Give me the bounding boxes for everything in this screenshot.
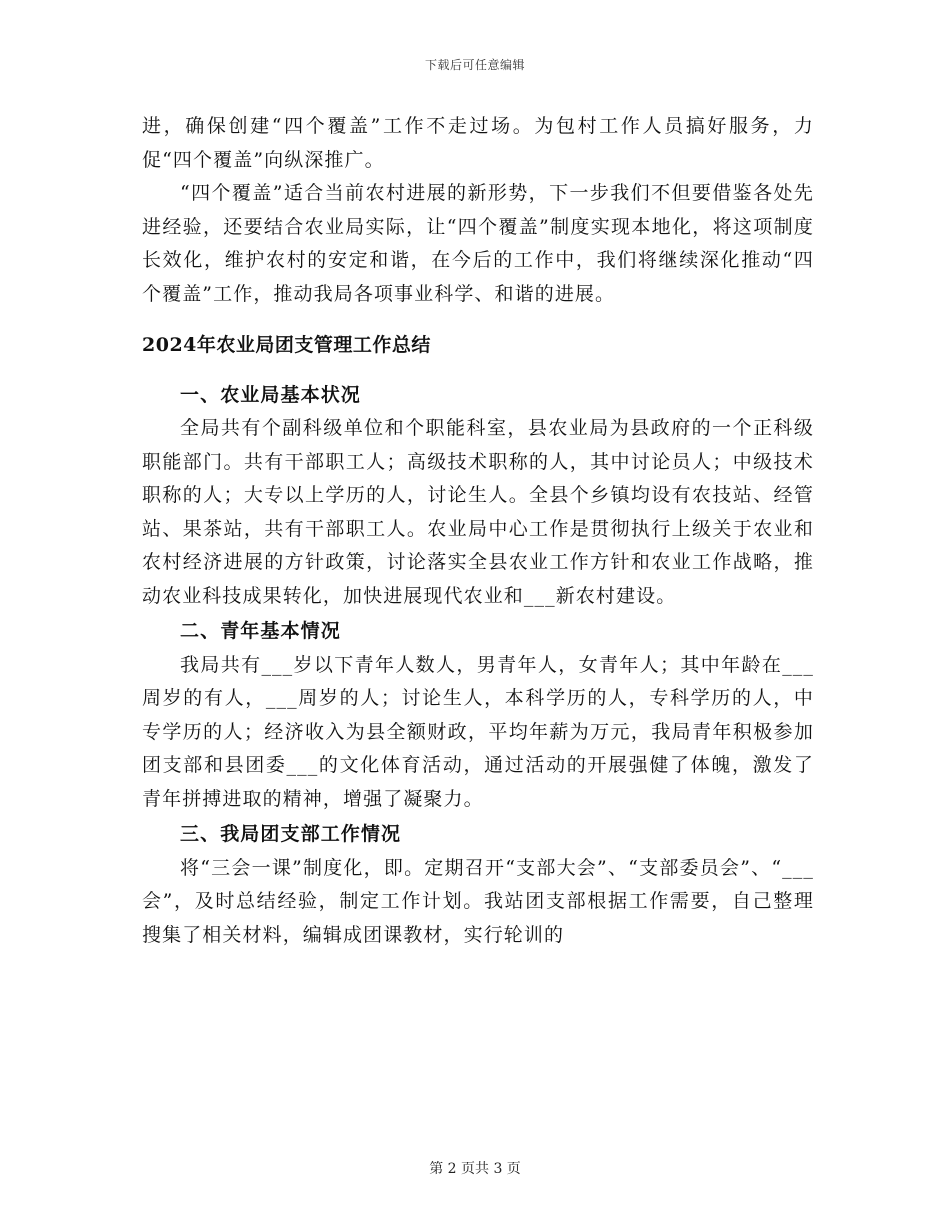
paragraph-youth-overview: 我局共有___岁以下青年人数人，男青年人，女青年人；其中年龄在___周岁的有人，___周岁的人；讨论生人，本科学历的人，专科学历的人，中专学历的人；经济收入为县全额财政，平均年薪为万元，我局青年积极参加团支部和县团委___的文化体育活动，通过活动的开展强健了体魄，激发了青年拼搏进取的精神，增强了凝聚力。 <box>142 653 814 810</box>
paragraph-league-work: 将“三会一课”制度化，即。定期召开“支部大会”、“支部委员会”、“___会”，及时总结经验，制定工作计划。我站团支部根据工作需要，自己整理搜集了相关材料，编辑成团课教材，实行轮训的 <box>142 856 814 946</box>
document-body <box>142 110 814 952</box>
section-heading-1: 一、农业局基本状况 <box>180 383 361 406</box>
page-footer: 第 2 页共 3 页 <box>429 1161 521 1177</box>
section-heading-2: 二、青年基本情况 <box>180 620 341 642</box>
paragraph-bureau-overview: 全局共有个副科级单位和个职能科室，县农业局为县政府的一个正科级职能部门。共有干部职工人；高级技术职称的人，其中讨论员人；中级技术职称的人；大专以上学历的人，讨论生人。全县个乡镇均设有农技站、经管站、果茶站，共有干部职工人。农业局中心工作是贯彻执行上级关于农业和农村经济进展的方针政策，讨论落实全县农业工作方针和农业工作战略，推动农业科技成果转化，加快进展现代农业和___新农村建设。 <box>142 417 814 607</box>
page-header: 下载后可任意编辑 <box>424 58 525 72</box>
section-heading-3: 三、我局团支部工作情况 <box>180 823 402 845</box>
document-title: 2024年农业局团支管理工作总结 <box>142 334 431 356</box>
paragraph-four-coverage: “四个覆盖”适合当前农村进展的新形势，下一步我们不但要借鉴各处先进经验，还要结合农业局实际，让“四个覆盖”制度实现本地化，将这项制度长效化，维护农村的安定和谐，在今后的工作中，我们将继续深化推动“四个覆盖”工作，推动我局各项事业科学、和谐的进展。 <box>142 182 814 305</box>
paragraph-continuation: 进，确保创建“四个覆盖”工作不走过场。为包村工作人员搞好服务，力促“四个覆盖”向纵深推广。 <box>142 115 814 171</box>
